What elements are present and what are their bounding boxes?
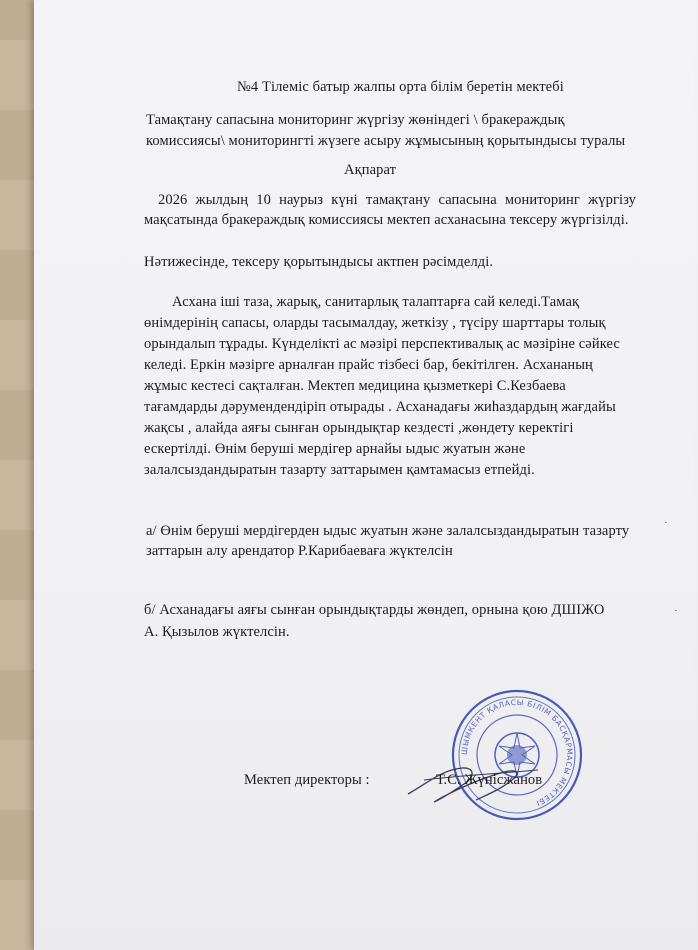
subject-line-2: комиссиясы\ мониторингті жүзеге асыру жұмысының қорытындысы туралы — [146, 133, 626, 149]
result-line: Нәтижесінде, тексеру қорытындысы актпен рәсімделді. — [144, 254, 494, 270]
item-a-line-2: заттарын алу арендатор Р.Карибаеваға жүктелсін — [146, 543, 453, 559]
item-a-line-1: а/ Өнім беруші мердігерден ыдыс жуатын және залалсыздандыратын тазарту — [146, 523, 630, 539]
school-title: №4 Тілеміс батыр жалпы орта білім беретін мектебі — [237, 79, 564, 95]
intro-line-2: мақсатында бракераждық комиссиясы мектеп асханасына тексеру жүргізілді. — [144, 212, 629, 228]
body-line: өнімдерінің сапасы, оларды тасымалдау, жеткізу , түсіру шарттары толық — [144, 315, 606, 331]
body-line: жұмыс кестесі сақталған. Мектеп медицина қызметкері С.Кезбаева — [144, 378, 566, 394]
stamp-ring-text: ШЫМКЕНТ ҚАЛАСЫ БІЛІМ БАСҚАРМАСЫ МЕКТЕБІ — [459, 697, 575, 808]
subject-line-1: Тамақтану сапасына мониторинг жүргізу жөніндегі \ бракераждық — [146, 112, 565, 128]
signatory-role: Мектеп директоры : — [244, 772, 370, 788]
item-b-line-2: А. Қызылов жүктелсін. — [144, 624, 290, 640]
stray-mark: · — [674, 605, 678, 617]
document-heading: Ақпарат — [344, 162, 397, 178]
body-line: тағамдарды дәрумендендіріп отырады . Асханадағы жиһаздардың жағдайы — [144, 399, 616, 415]
signatory-name: Т.С. Жүнісжанов — [436, 772, 543, 788]
body-line: орындалып тұрады. Күнделікті ас мәзірі перспективалық ас мәзіріне сәйкес — [144, 336, 620, 352]
body-line: келеді. Еркін мәзірге арналған прайс тізбесі бар, бекітілген. Асхананың — [144, 357, 593, 373]
body-line: Асхана іші таза, жарық, санитарлық талаптарға сай келеді.Тамақ — [172, 294, 580, 310]
intro-line-1: 2026 жылдың 10 наурыз күні тамақтану сапасына мониторинг жүргізу — [158, 192, 636, 208]
item-b-line-1: б/ Асханадағы аяғы сынған орындықтарды жөндеп, орнына қою ДШІЖО — [144, 602, 605, 618]
stray-mark: · — [664, 517, 668, 529]
body-line: залалсыздандыратын тазарту заттарымен қамтамасыз етпейді. — [144, 462, 535, 478]
body-line: ескертілді. Өнім беруші мердігер арнайы ыдыс жуатын және — [144, 441, 526, 457]
document-page — [34, 0, 698, 950]
body-line: жақсы , алайда аяғы сынған орындықтар кездесті ,жөндету керектігі — [144, 420, 574, 436]
paper-edge — [694, 0, 698, 950]
